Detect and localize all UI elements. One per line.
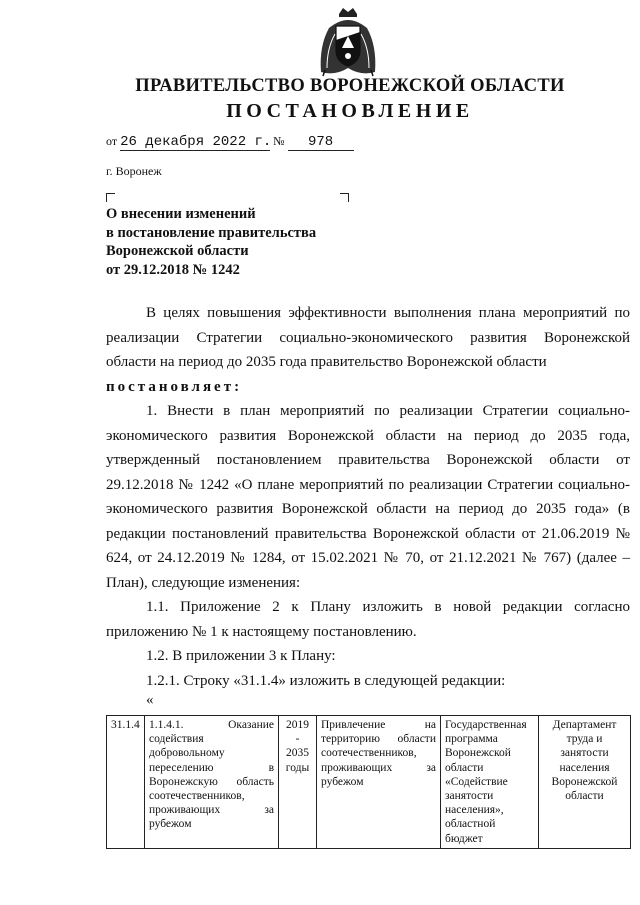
number-sign: № (273, 134, 285, 148)
decree-subject (106, 205, 316, 279)
row-code: 31.1.4 (107, 716, 145, 849)
clause-1-1: 1.1. Приложение 2 к Плану изложить в новой редакции согласно приложению № 1 к настоящему постановлению. (106, 599, 630, 640)
date-prefix: от (106, 134, 118, 148)
decrees-word (106, 375, 630, 400)
row-result: Привлечение на территорию области соотечественников, проживающих за рубежом (317, 716, 441, 849)
subject-line: от 29.12.2018 № 1242 (106, 261, 240, 278)
clause-1-2: 1.2. В приложении 3 к Плану: (146, 648, 336, 664)
clause-1-2-1: 1.2.1. Строку «31.1.4» изложить в следующей редакции: (146, 672, 506, 689)
clause-1: 1. Внести в план мероприятий по реализации Стратегии социально-экономического развития Воронежской области на период до 2035 года, утвержденный постановлением правительства Воронежской области от 29.12.2018 № 1242 «О плане мероприятий по реализации Стратегии социально-экономического развития Воронежской области на период до 2035 года» (в редакции постановлений правительства Воронежской области от 21.06.2019 № 624, от 24.12.2019 № 1284, от 15.02.2021 № 70, от 21.12.2021 № 767) (далее – План), следующие изменения: (106, 403, 630, 591)
row-measure: 1.1.4.1. Оказание содействия добровольному переселению в Воронежскую область соотечественников, проживающих за рубежом (145, 716, 279, 849)
decree-body (106, 301, 630, 693)
row-program: Государственная программа Воронежской области «Содействие занятости населения», областной бюджет (441, 716, 539, 849)
subject-bracket-left (106, 193, 115, 202)
opening-quote: « (146, 692, 154, 708)
subject-bracket-right (340, 193, 349, 202)
government-name: ПРАВИТЕЛЬСТВО ВОРОНЕЖСКОЙ ОБЛАСТИ (135, 76, 565, 96)
coat-of-arms-icon (315, 6, 381, 78)
subject-line: Воронежской области (106, 243, 249, 259)
decrees-keyword: постановляет: (106, 378, 243, 395)
subject-line: в постановление правительства (106, 224, 317, 241)
decree-number: 978 (288, 135, 354, 151)
decree-date: 26 декабря 2022 г. (120, 134, 272, 150)
document-type-title: ПОСТАНОВЛЕНИЕ (226, 100, 474, 122)
date-number-line (106, 134, 354, 151)
row-executor: Департамент труда и занятости населения Воронежской области (539, 716, 631, 849)
subject-line: О внесении изменений (106, 206, 256, 222)
table-row (107, 716, 631, 849)
issue-city: г. Воронеж (106, 164, 162, 178)
intro-paragraph: В целях повышения эффективности выполнения плана мероприятий по реализации Стратегии социально-экономического развития Воронежской области на период до 2035 года правительство Воронежской области (106, 305, 630, 370)
plan-table (106, 715, 631, 849)
row-period: 2019 - 2035 годы (279, 716, 317, 849)
